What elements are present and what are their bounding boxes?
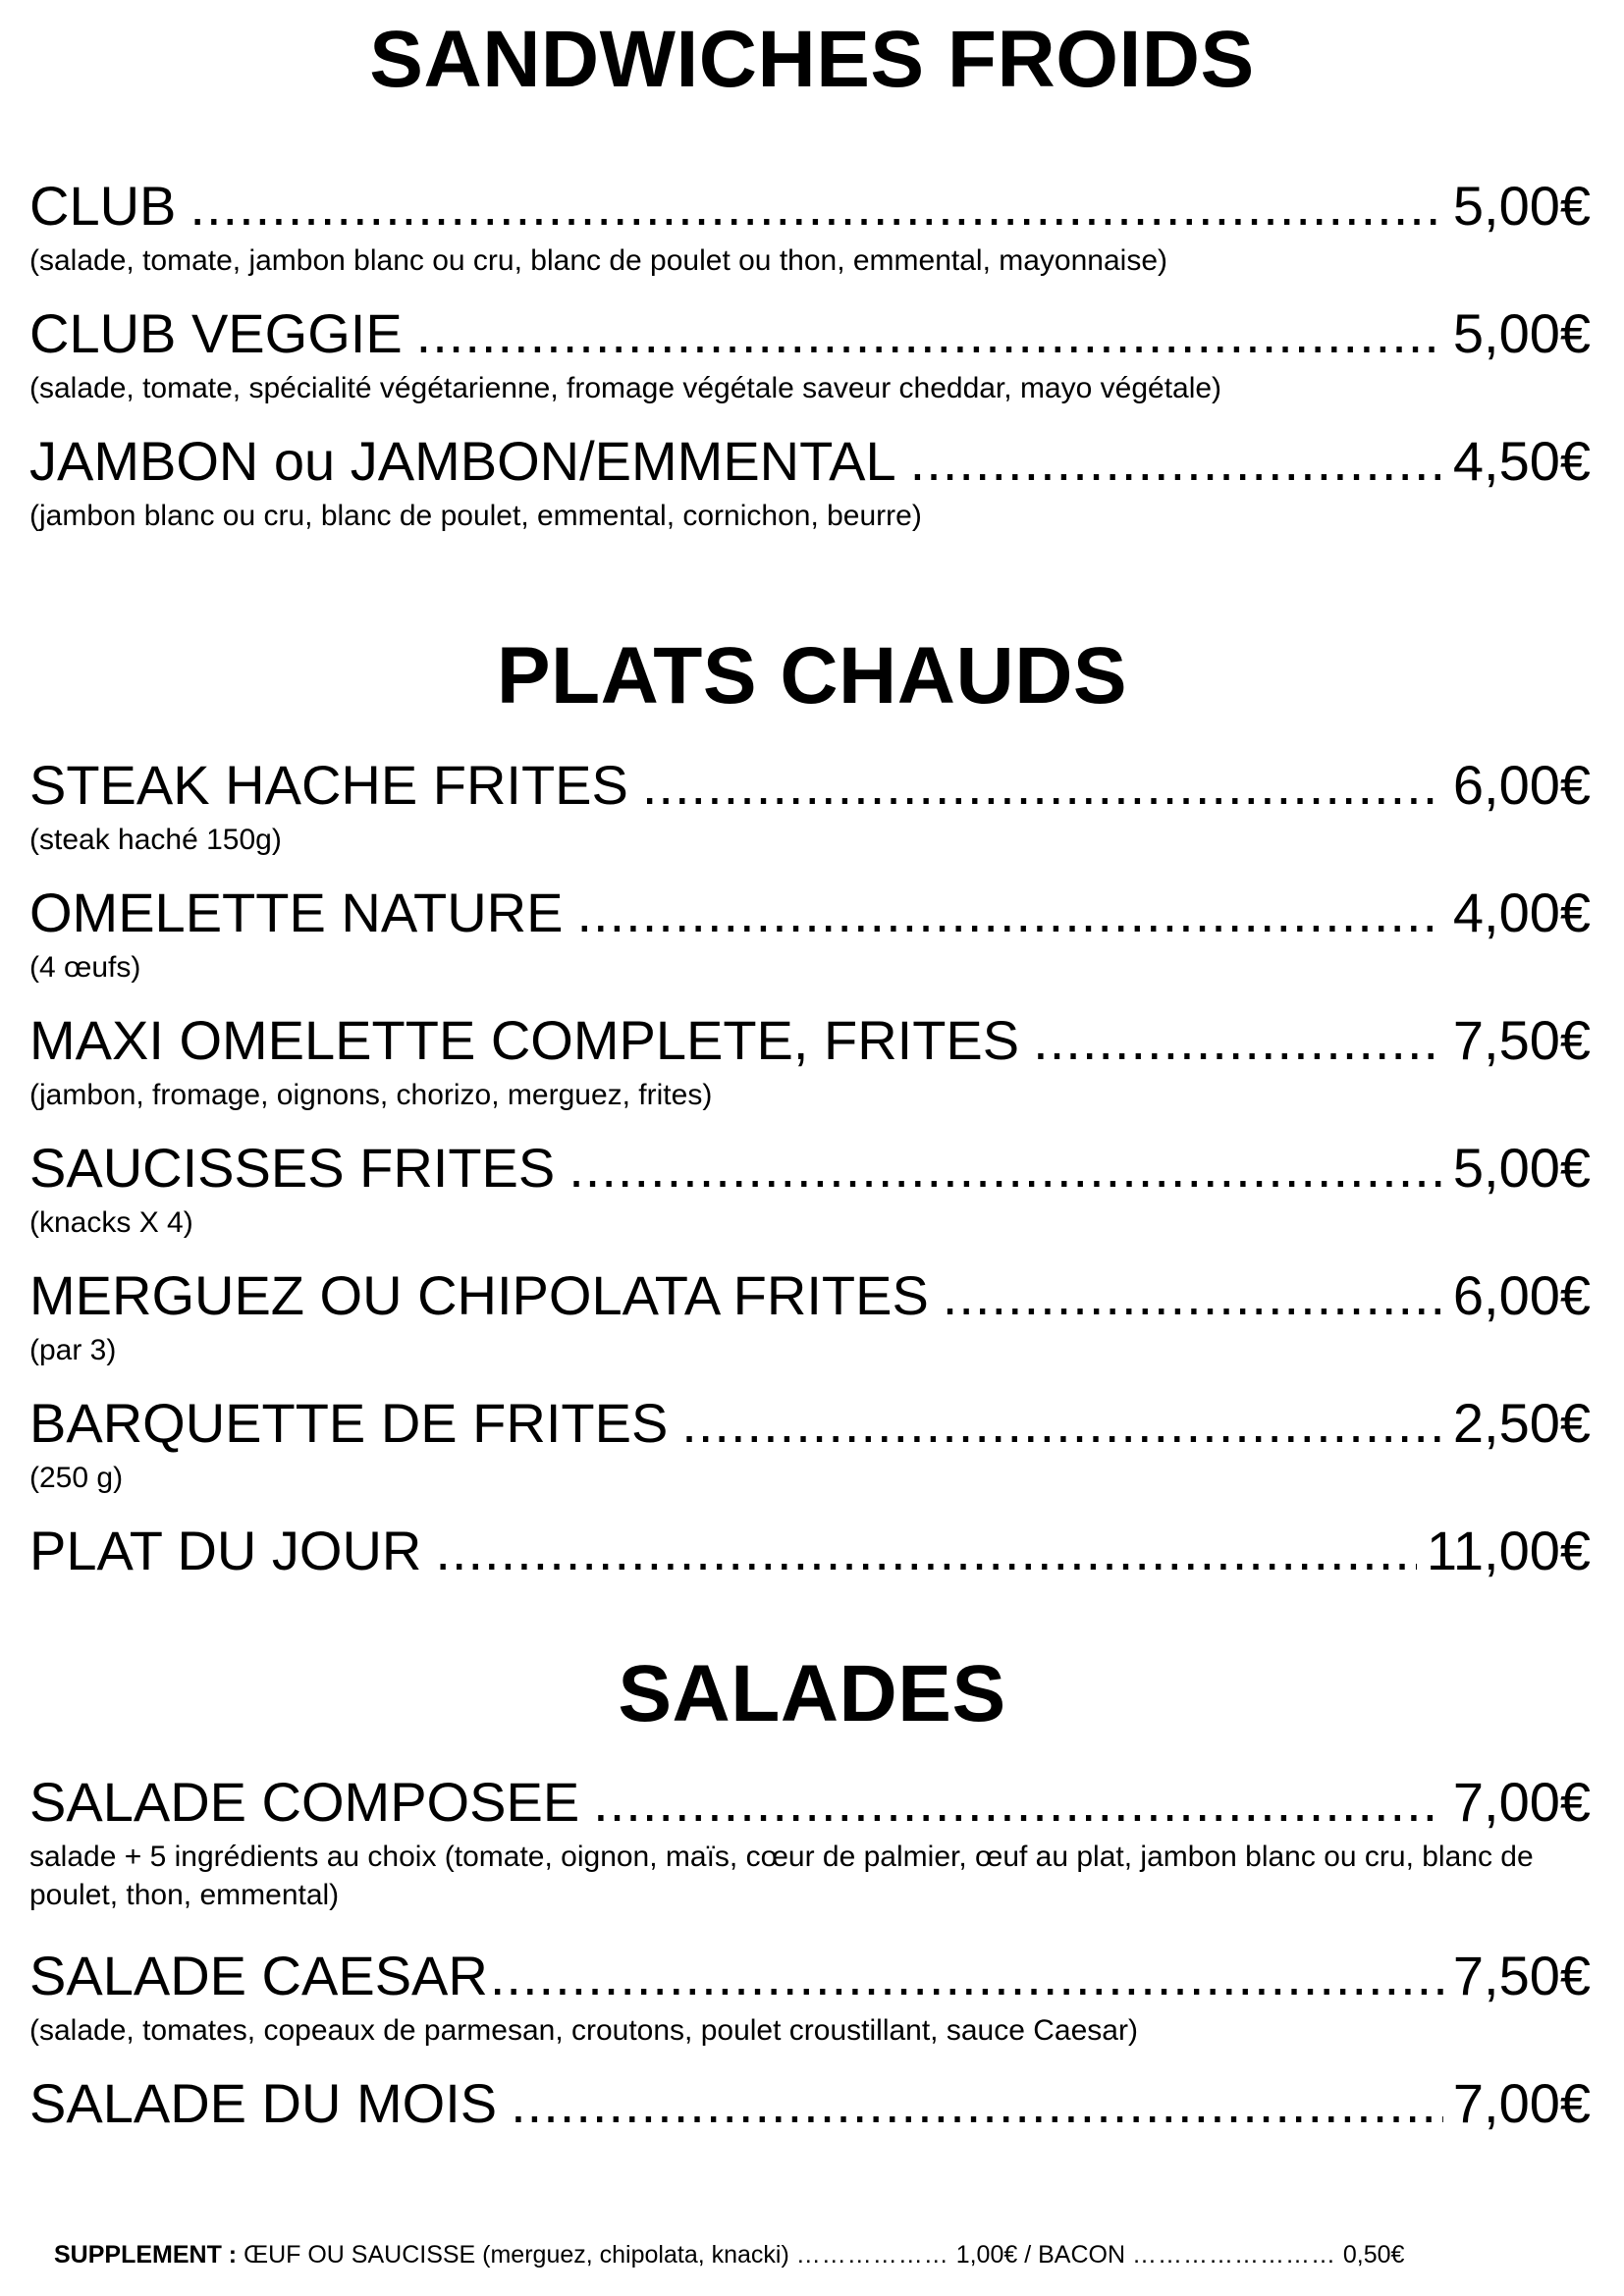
item-line: [29, 175, 1591, 237]
menu-item-club: [29, 175, 1591, 280]
dot-leader: [568, 1141, 1443, 1196]
item-price: 4,50€: [1452, 430, 1591, 492]
dot-leader: ………………: [795, 2241, 949, 2269]
item-name: SALADE DU MOIS: [29, 2072, 498, 2134]
dot-leader: [189, 179, 1442, 234]
item-description: (salade, tomate, spécialité végétarienne, fromage végétale saveur cheddar, mayo végétale): [29, 372, 1222, 404]
supplement-label: SUPPLEMENT :: [54, 2241, 238, 2269]
item-description: salade + 5 ingrédients au choix (tomate, oignon, maïs, cœur de palmier, œuf au plat, jambon blanc ou cru, blanc de poulet, thon, emmental): [29, 1841, 1534, 1911]
dot-leader: [416, 306, 1443, 361]
section-sandwiches: [0, 15, 1624, 104]
section-plats-chauds: [0, 631, 1624, 721]
menu-item-barquette: [29, 1392, 1591, 1497]
menu-item-salade-caesar: [29, 1945, 1591, 2050]
item-name: SAUCISSES FRITES: [29, 1137, 556, 1199]
menu-item-maxi-omelette: [29, 1009, 1591, 1114]
dot-leader: ……………………: [1131, 2241, 1336, 2269]
item-line: [29, 1520, 1591, 1581]
menu-item-salade-du-mois: [29, 2072, 1591, 2134]
item-name: BARQUETTE DE FRITES: [29, 1392, 669, 1454]
menu-item-omelette-nature: [29, 881, 1591, 987]
dot-leader: [910, 434, 1443, 489]
supplement-price-bacon: 1,00€ / BACON: [948, 2241, 1132, 2269]
item-name: MERGUEZ OU CHIPOLATA FRITES: [29, 1264, 929, 1326]
item-description: (jambon, fromage, oignons, chorizo, merguez, frites): [29, 1079, 713, 1111]
item-price: 7,50€: [1452, 1945, 1591, 2006]
section-title: PLATS CHAUDS: [496, 631, 1128, 721]
item-line: [29, 430, 1591, 492]
item-price: 6,00€: [1452, 1264, 1591, 1326]
item-price: 4,00€: [1452, 881, 1591, 943]
menu-item-merguez: [29, 1264, 1591, 1369]
item-description: (4 œufs): [29, 951, 141, 984]
dot-leader: [576, 885, 1442, 940]
item-name: SALADE CAESAR: [29, 1945, 488, 2006]
item-line: [29, 754, 1591, 816]
item-line: [29, 1945, 1591, 2006]
item-price: 7,50€: [1452, 1009, 1591, 1071]
dot-leader: [681, 1396, 1443, 1451]
item-line: [29, 1264, 1591, 1326]
item-line: [29, 2072, 1591, 2134]
item-line: [29, 302, 1591, 364]
item-line: [29, 1771, 1591, 1833]
dot-leader: [511, 2076, 1443, 2131]
item-description: (jambon blanc ou cru, blanc de poulet, emmental, cornichon, beurre): [29, 500, 922, 532]
item-price: 2,50€: [1452, 1392, 1591, 1454]
item-price: 5,00€: [1452, 175, 1591, 237]
item-price: 6,00€: [1452, 754, 1591, 816]
item-name: MAXI OMELETTE COMPLETE, FRITES: [29, 1009, 1020, 1071]
item-description: (salade, tomates, copeaux de parmesan, croutons, poulet croustillant, sauce Caesar): [29, 2014, 1138, 2047]
item-name: CLUB: [29, 175, 177, 237]
dot-leader: [943, 1268, 1443, 1323]
item-description: (par 3): [29, 1334, 117, 1366]
menu-item-steak: [29, 754, 1591, 859]
supplement-bacon-price: 0,50€: [1335, 2241, 1405, 2269]
menu-item-plat-du-jour: [29, 1520, 1591, 1581]
menu-item-club-veggie: [29, 302, 1591, 407]
dot-leader: [435, 1523, 1417, 1578]
item-line: [29, 1137, 1591, 1199]
item-line: [29, 881, 1591, 943]
section-title: SALADES: [618, 1649, 1006, 1738]
dot-leader: [593, 1775, 1443, 1830]
item-line: [29, 1392, 1591, 1454]
menu-item-saucisses: [29, 1137, 1591, 1242]
dot-leader: [490, 1949, 1443, 2003]
dot-leader: [642, 758, 1443, 813]
item-price: 5,00€: [1452, 1137, 1591, 1199]
item-description: (steak haché 150g): [29, 824, 282, 856]
item-price: 5,00€: [1452, 302, 1591, 364]
supplement-footer: [54, 2241, 1404, 2269]
dot-leader: [1033, 1013, 1443, 1068]
item-name: SALADE COMPOSEE: [29, 1771, 580, 1833]
item-name: PLAT DU JOUR: [29, 1520, 422, 1581]
item-name: CLUB VEGGIE: [29, 302, 403, 364]
item-price: 7,00€: [1452, 2072, 1591, 2134]
menu-item-salade-composee: [29, 1771, 1591, 1914]
item-description: (salade, tomate, jambon blanc ou cru, blanc de poulet ou thon, emmental, mayonnaise): [29, 244, 1168, 277]
item-name: STEAK HACHE FRITES: [29, 754, 628, 816]
item-description: (knacks X 4): [29, 1206, 193, 1239]
item-price: 11,00€: [1426, 1520, 1591, 1581]
supplement-egg-sausage: ŒUF OU SAUCISSE (merguez, chipolata, knacki): [237, 2241, 796, 2269]
section-title: SANDWICHES FROIDS: [369, 15, 1255, 104]
item-name: OMELETTE NATURE: [29, 881, 564, 943]
section-salades: [0, 1649, 1624, 1738]
menu-item-jambon: [29, 430, 1591, 535]
item-description: (250 g): [29, 1462, 124, 1494]
item-price: 7,00€: [1452, 1771, 1591, 1833]
item-line: [29, 1009, 1591, 1071]
item-name: JAMBON ou JAMBON/EMMENTAL: [29, 430, 896, 492]
